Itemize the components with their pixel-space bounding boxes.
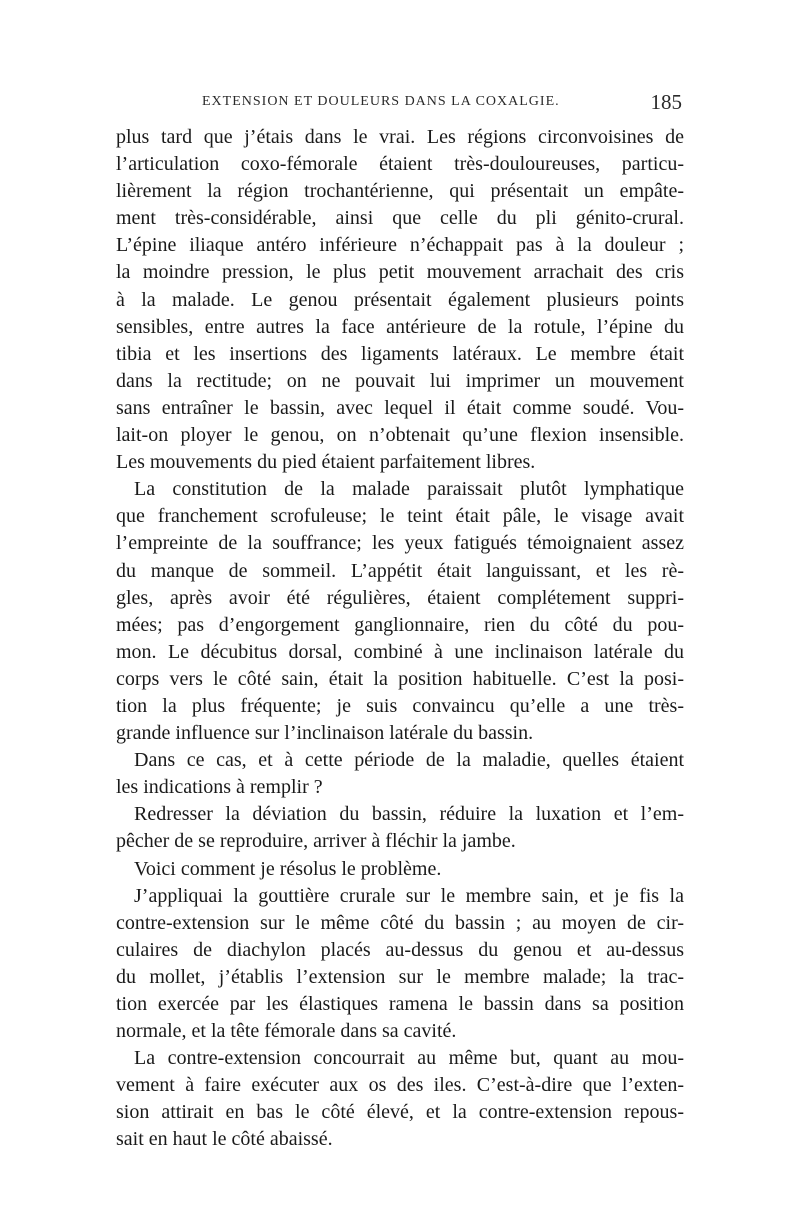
text-line: Dans ce cas, et à cette période de la maladie, quelles étaient xyxy=(134,749,684,772)
text-line: contre-extension sur le même côté du bassin ; au moyen de cir- xyxy=(116,911,684,934)
text-line: du mollet, j’établis l’extension sur le membre malade; la trac- xyxy=(116,965,684,988)
body-text xyxy=(116,124,684,1154)
text-line: que franchement scrofuleuse; le teint était pâle, le visage avait xyxy=(116,505,684,528)
text-line: plus tard que j’étais dans le vrai. Les régions circonvoisines de xyxy=(116,126,684,148)
text-line: à la malade. Le genou présentait également plusieurs points xyxy=(116,288,684,311)
text-line: culaires de diachylon placés au-dessus du genou et au-dessus xyxy=(116,938,684,961)
text-line: L’épine iliaque antéro inférieure n’échappait pas à la douleur ; xyxy=(116,234,684,257)
running-head xyxy=(116,90,682,118)
text-line: tion la plus fréquente; je suis convaincu qu’elle a une très- xyxy=(116,694,684,717)
text-line: tion exercée par les élastiques ramena le bassin dans sa position xyxy=(116,993,684,1015)
text-line: La constitution de la malade paraissait plutôt lymphatique xyxy=(134,478,684,501)
running-title: EXTENSION ET DOULEURS DANS LA COXALGIE. xyxy=(202,94,560,109)
text-line: pêcher de se reproduire, arriver à fléchir la jambe. xyxy=(116,830,516,853)
text-line: ment très-considérable, ainsi que celle du pli génito-crural. xyxy=(116,207,684,230)
text-line: gles, après avoir été régulières, étaient complétement suppri- xyxy=(116,586,684,609)
text-line: Voici comment je résolus le problème. xyxy=(134,857,442,880)
text-line: les indications à remplir ? xyxy=(116,776,323,799)
text-line: normale, et la tête fémorale dans sa cavité. xyxy=(116,1020,457,1043)
text-line: sion attirait en bas le côté élevé, et la contre-extension repous- xyxy=(116,1101,684,1124)
text-line: Redresser la déviation du bassin, réduire la luxation et l’em- xyxy=(134,803,684,826)
text-line: dans la rectitude; on ne pouvait lui imprimer un mouvement xyxy=(116,369,684,392)
text-line: mon. Le décubitus dorsal, combiné à une inclinaison latérale du xyxy=(116,640,684,663)
page-number: 185 xyxy=(650,90,682,114)
text-line: J’appliquai la gouttière crurale sur le membre sain, et je fis la xyxy=(134,884,684,907)
text-line: corps vers le côté sain, était la position habituelle. C’est la posi- xyxy=(116,667,684,690)
text-line: mées; pas d’engorgement ganglionnaire, rien du côté du pou- xyxy=(116,613,684,636)
text-line: La contre-extension concourrait au même but, quant au mou- xyxy=(134,1047,684,1070)
text-line: du manque de sommeil. L’appétit était languissant, et les rè- xyxy=(116,559,684,582)
text-line: vement à faire exécuter aux os des iles. C’est-à-dire que l’exten- xyxy=(116,1074,684,1097)
text-line: l’articulation coxo-fémorale étaient très-douloureuses, particu- xyxy=(116,153,684,176)
text-line: la moindre pression, le plus petit mouvement arrachait des cris xyxy=(116,261,684,284)
text-line: sans entraîner le bassin, avec lequel il était comme soudé. Vou- xyxy=(116,396,684,419)
text-line: tibia et les insertions des ligaments latéraux. Le membre était xyxy=(116,342,684,365)
text-line: sensibles, entre autres la face antérieure de la rotule, l’épine du xyxy=(116,315,684,338)
text-line: grande influence sur l’inclinaison latérale du bassin. xyxy=(116,722,534,745)
text-line: l’empreinte de la souffrance; les yeux fatigués témoignaient assez xyxy=(116,532,684,555)
text-line: sait en haut le côté abaissé. xyxy=(116,1128,333,1151)
text-line: Les mouvements du pied étaient parfaitement libres. xyxy=(116,451,536,474)
text-line: lièrement la région trochantérienne, qui présentait un empâte- xyxy=(116,180,684,203)
text-line: lait-on ployer le genou, on n’obtenait qu’une flexion insensible. xyxy=(116,424,684,447)
